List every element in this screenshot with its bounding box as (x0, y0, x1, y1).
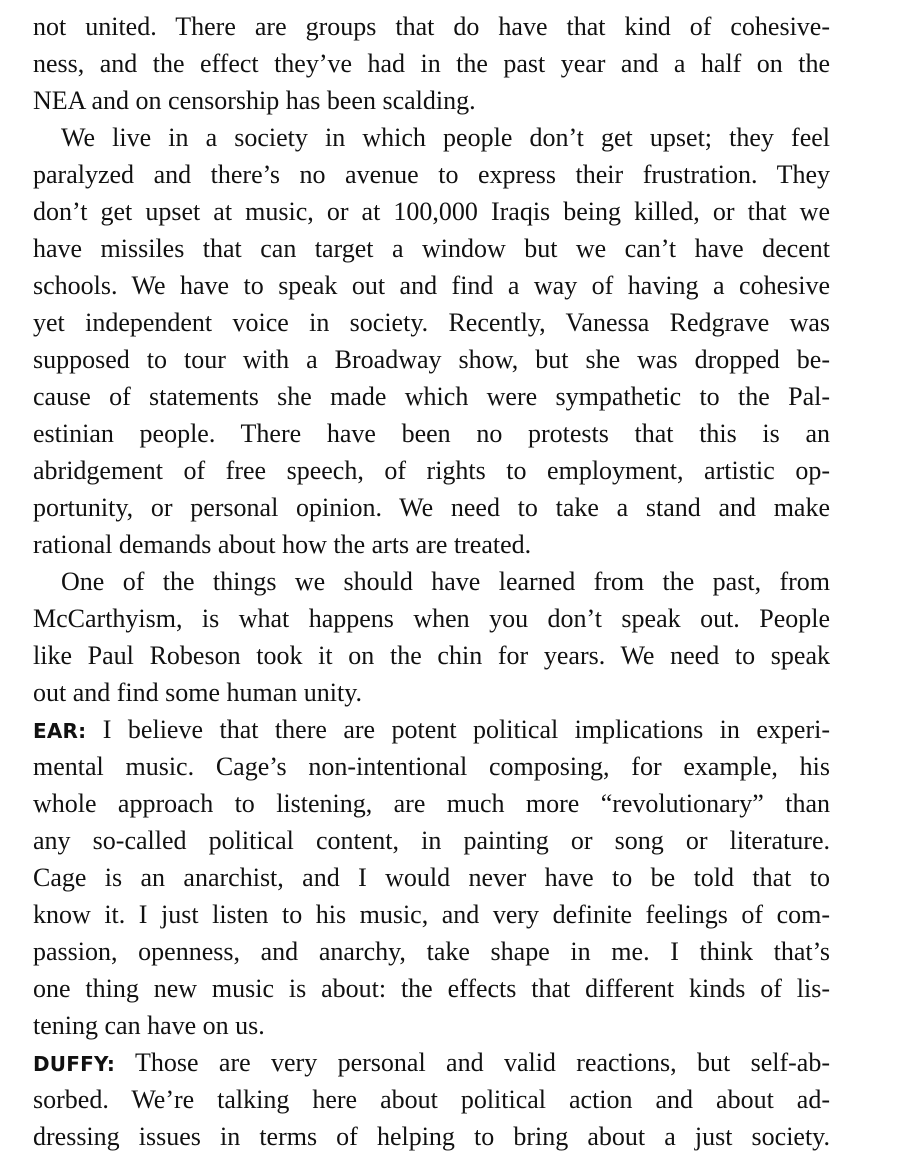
text-line: like Paul Robeson took it on the chin for years. We need to speak (33, 641, 830, 670)
text-line: NEA and on censorship has been scalding. (33, 86, 476, 115)
text-line: cause of statements she made which were sympathetic to the Pal- (33, 382, 830, 411)
text-line: have missiles that can target a window but we can’t have decent (33, 234, 830, 263)
document-page (33, 8, 830, 1155)
text-line: mental music. Cage’s non-intentional composing, for example, his (33, 752, 830, 781)
text-line: out and find some human unity. (33, 678, 363, 707)
text-line: supposed to tour with a Broadway show, but she was dropped be- (33, 345, 830, 374)
text-line: One of the things we should have learned from the past, from (61, 567, 830, 596)
text-line: portunity, or personal opinion. We need to take a stand and make (33, 493, 830, 522)
text-line: tening can have on us. (33, 1011, 265, 1040)
text-line: dressing issues in terms of helping to bring about a just society. (33, 1122, 830, 1151)
text-line: schools. We have to speak out and find a way of having a cohesive (33, 271, 830, 300)
text-line (33, 1044, 830, 1081)
text-span: I believe that there are potent political implications in experi- (86, 715, 830, 744)
text-line: estinian people. There have been no protests that this is an (33, 419, 830, 448)
paragraph (33, 563, 830, 711)
paragraph (33, 8, 830, 119)
text-line: ness, and the effect they’ve had in the past year and a half on the (33, 49, 830, 78)
text-line: rational demands about how the arts are treated. (33, 530, 532, 559)
text-line: Cage is an anarchist, and I would never have to be told that to (33, 863, 830, 892)
speaker-label: DUFFY: (33, 1052, 116, 1076)
speaker-paragraph-ear (33, 711, 830, 1044)
text-line: don’t get upset at music, or at 100,000 Iraqis being killed, or that we (33, 197, 830, 226)
text-line: paralyzed and there’s no avenue to express their frustration. They (33, 160, 830, 189)
cut-off-next-line (0, 1147, 912, 1156)
text-span: Those are very personal and valid reactions, but self-ab- (115, 1048, 830, 1077)
text-line: one thing new music is about: the effects that different kinds of lis- (33, 974, 830, 1003)
text-line: passion, openness, and anarchy, take shape in me. I think that’s (33, 937, 830, 966)
text-line: yet independent voice in society. Recently, Vanessa Redgrave was (33, 308, 830, 337)
paragraph (33, 119, 830, 563)
text-line: sorbed. We’re talking here about political action and about ad- (33, 1085, 830, 1114)
text-line: McCarthyism, is what happens when you don’t speak out. People (33, 604, 830, 633)
text-line: know it. I just listen to his music, and very definite feelings of com- (33, 900, 830, 929)
speaker-label: EAR: (33, 719, 87, 743)
text-line: We live in a society in which people don’t get upset; they feel (61, 123, 830, 152)
text-line (33, 711, 830, 748)
text-line: whole approach to listening, are much more “revolutionary” than (33, 789, 830, 818)
text-line: any so-called political content, in painting or song or literature. (33, 826, 830, 855)
speaker-paragraph-duffy (33, 1044, 830, 1155)
text-line: not united. There are groups that do have that kind of cohesive- (33, 12, 830, 41)
text-line: abridgement of free speech, of rights to employment, artistic op- (33, 456, 830, 485)
